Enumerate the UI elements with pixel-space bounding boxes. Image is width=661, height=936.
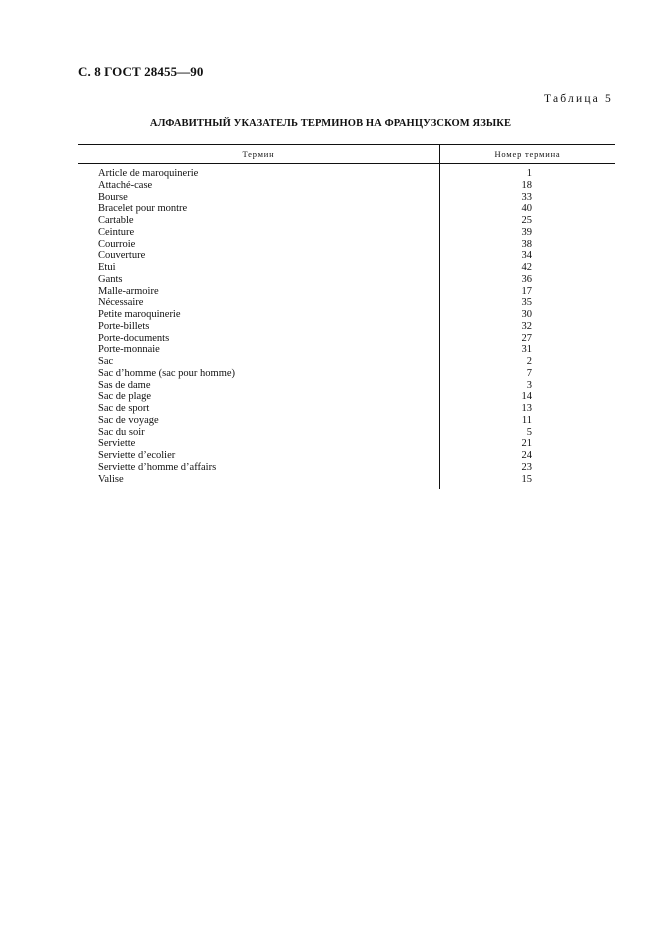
term-cell: Serviette d’homme d’affairs xyxy=(78,462,440,474)
table-row xyxy=(78,227,615,239)
term-number-cell: 40 xyxy=(521,203,532,215)
term-number-cell: 35 xyxy=(521,297,532,309)
term-cell: Sac d’homme (sac pour homme) xyxy=(78,368,440,380)
table-row xyxy=(78,415,615,427)
term-cell: Porte-monnaie xyxy=(78,344,440,356)
term-cell: Couverture xyxy=(78,250,440,262)
table-row xyxy=(78,309,615,321)
term-cell: Bracelet pour montre xyxy=(78,203,440,215)
table-row xyxy=(78,438,615,450)
terms-index-table xyxy=(78,144,615,489)
term-number-cell: 17 xyxy=(521,285,532,297)
table-row xyxy=(78,344,615,356)
term-number-cell: 23 xyxy=(521,461,532,473)
column-header-term: Термин xyxy=(78,145,440,164)
term-cell: Attaché-case xyxy=(78,180,440,192)
term-cell: Petite maroquinerie xyxy=(78,309,440,321)
term-cell: Etui xyxy=(78,262,440,274)
term-cell: Porte-documents xyxy=(78,333,440,345)
term-cell: Sac xyxy=(78,356,440,368)
term-cell: Malle-armoire xyxy=(78,286,440,298)
term-number-cell: 2 xyxy=(526,356,532,367)
page-header: С. 8 ГОСТ 28455—90 xyxy=(78,64,204,79)
term-cell: Gants xyxy=(78,274,440,286)
term-cell: Serviette d’ecolier xyxy=(78,450,440,462)
table-row xyxy=(78,368,615,380)
table-row xyxy=(78,356,615,368)
table-row xyxy=(78,474,615,490)
table-row xyxy=(78,403,615,415)
term-number-cell: 39 xyxy=(521,226,532,238)
term-number-cell: 25 xyxy=(521,215,532,226)
table-row xyxy=(78,286,615,298)
term-number-cell: 42 xyxy=(521,262,532,273)
table-row xyxy=(78,180,615,192)
term-number-cell: 33 xyxy=(521,191,532,203)
term-number-cell: 31 xyxy=(521,344,532,356)
table-row xyxy=(78,462,615,474)
term-number-cell: 15 xyxy=(521,473,532,485)
term-cell: Sac de sport xyxy=(78,403,440,415)
table-row xyxy=(78,274,615,286)
term-number-cell: 32 xyxy=(521,320,532,332)
table-row xyxy=(78,450,615,462)
table-header-row xyxy=(78,145,615,164)
table-row xyxy=(78,297,615,309)
term-number-cell: 34 xyxy=(521,250,532,262)
table-row xyxy=(78,380,615,392)
term-cell: Ceinture xyxy=(78,227,440,239)
term-cell: Sac de plage xyxy=(78,391,440,403)
table-row xyxy=(78,333,615,345)
table-row xyxy=(78,262,615,274)
term-number-cell: 21 xyxy=(521,438,532,450)
column-header-number: Номер термина xyxy=(440,145,616,164)
table-row xyxy=(78,427,615,439)
term-number-cell: 1 xyxy=(526,168,532,179)
term-number-cell: 5 xyxy=(526,426,532,438)
term-cell: Cartable xyxy=(78,215,440,227)
term-cell: Courroie xyxy=(78,239,440,251)
term-number-cell: 7 xyxy=(526,367,532,379)
term-number-cell: 36 xyxy=(521,273,532,285)
term-cell: Porte-billets xyxy=(78,321,440,333)
term-cell: Nécessaire xyxy=(78,297,440,309)
table-row xyxy=(78,164,615,180)
table-row xyxy=(78,192,615,204)
term-number-cell: 11 xyxy=(521,414,532,426)
table-row xyxy=(78,215,615,227)
term-number-cell: 27 xyxy=(521,332,532,344)
term-cell: Sac du soir xyxy=(78,427,440,439)
term-number-cell: 18 xyxy=(521,179,532,191)
table-number-label: Таблица 5 xyxy=(544,93,613,105)
term-number-cell: 13 xyxy=(521,403,532,414)
table-row xyxy=(78,239,615,251)
term-cell: Bourse xyxy=(78,192,440,204)
term-number-cell: 3 xyxy=(526,379,532,391)
table-row xyxy=(78,250,615,262)
term-cell: Sas de dame xyxy=(78,380,440,392)
table-row xyxy=(78,391,615,403)
table-row xyxy=(78,321,615,333)
term-cell: Article de maroquinerie xyxy=(78,164,440,180)
term-number-cell: 14 xyxy=(521,391,532,403)
table-row xyxy=(78,203,615,215)
term-cell: Valise xyxy=(78,474,440,490)
term-cell: Sac de voyage xyxy=(78,415,440,427)
term-number-cell: 30 xyxy=(521,309,532,320)
term-number-cell: 38 xyxy=(521,238,532,250)
table-title: АЛФАВИТНЫЙ УКАЗАТЕЛЬ ТЕРМИНОВ НА ФРАНЦУЗСКОМ ЯЗЫКЕ xyxy=(149,118,512,129)
term-cell: Serviette xyxy=(78,438,440,450)
term-number-cell: 24 xyxy=(521,450,532,461)
